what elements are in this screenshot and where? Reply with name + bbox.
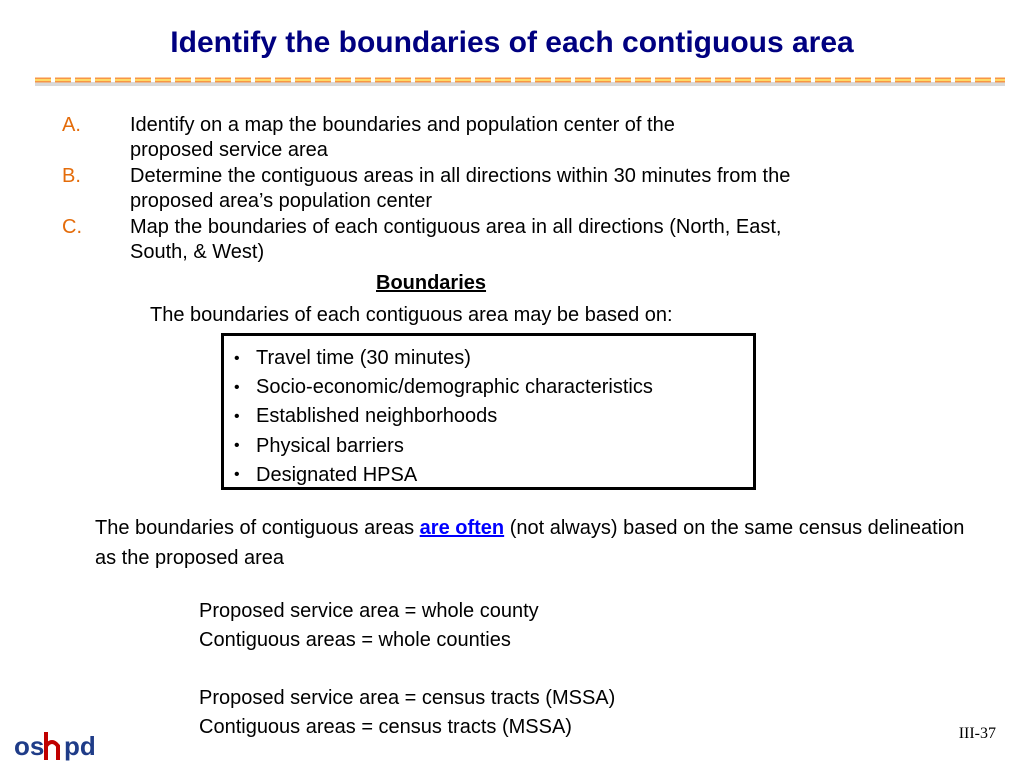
criteria-text: Travel time (30 minutes) (256, 347, 471, 370)
title-divider (35, 76, 1005, 88)
oshpd-logo (14, 724, 114, 764)
step-letter: C. (62, 216, 82, 238)
step-text: Determine the contiguous areas in all directions within 30 minutes from the (130, 165, 791, 187)
criteria-text: Socio-economic/demographic characteristics (256, 376, 653, 399)
criteria-text: Physical barriers (256, 434, 404, 457)
example-county (199, 597, 539, 655)
criteria-text: Established neighborhoods (256, 405, 498, 428)
step-item (62, 113, 962, 163)
note-before: The boundaries of contiguous areas (95, 517, 420, 539)
step-letter: B. (62, 165, 81, 187)
step-text-cont: proposed service area (130, 139, 328, 161)
criteria-item (234, 432, 753, 461)
example-line: Contiguous areas = census tracts (MSSA) (199, 716, 572, 738)
delineation-note (95, 513, 975, 573)
criteria-item (234, 373, 753, 402)
note-after: (not always) based on the same census delineation as the proposed area (95, 517, 965, 569)
criteria-item (234, 402, 753, 431)
step-letter: A. (62, 114, 81, 136)
example-line: Contiguous areas = whole counties (199, 629, 511, 651)
steps-list (62, 113, 962, 266)
step-item (62, 164, 962, 214)
svg-text:pd: pd (64, 731, 96, 761)
criteria-item (234, 344, 753, 373)
step-text: Identify on a map the boundaries and population center of the (130, 114, 675, 136)
criteria-text: Designated HPSA (256, 463, 418, 486)
example-line: Proposed service area = census tracts (MSSA) (199, 687, 616, 709)
bullet-icon: • (234, 378, 240, 396)
example-line: Proposed service area = whole county (199, 600, 539, 622)
step-text-cont: proposed area’s population center (130, 190, 433, 212)
bullet-icon: • (234, 466, 240, 484)
slide-number: III-37 (958, 725, 996, 742)
step-text-cont: South, & West) (130, 241, 265, 263)
bullet-icon: • (234, 349, 240, 367)
bullet-icon: • (234, 437, 240, 455)
criteria-item (234, 461, 753, 490)
are-often-link[interactable]: are often (419, 517, 505, 539)
slide-title: Identify the boundaries of each contiguous area (170, 26, 854, 59)
criteria-box (221, 333, 756, 490)
svg-text:os: os (14, 731, 45, 761)
based-on-text: The boundaries of each contiguous area may be based on: (150, 304, 673, 326)
step-item (62, 215, 962, 265)
bullet-icon: • (234, 407, 240, 425)
boundaries-heading: Boundaries (376, 272, 487, 294)
example-mssa (199, 684, 615, 742)
step-text: Map the boundaries of each contiguous area in all directions (North, East, (130, 216, 782, 238)
